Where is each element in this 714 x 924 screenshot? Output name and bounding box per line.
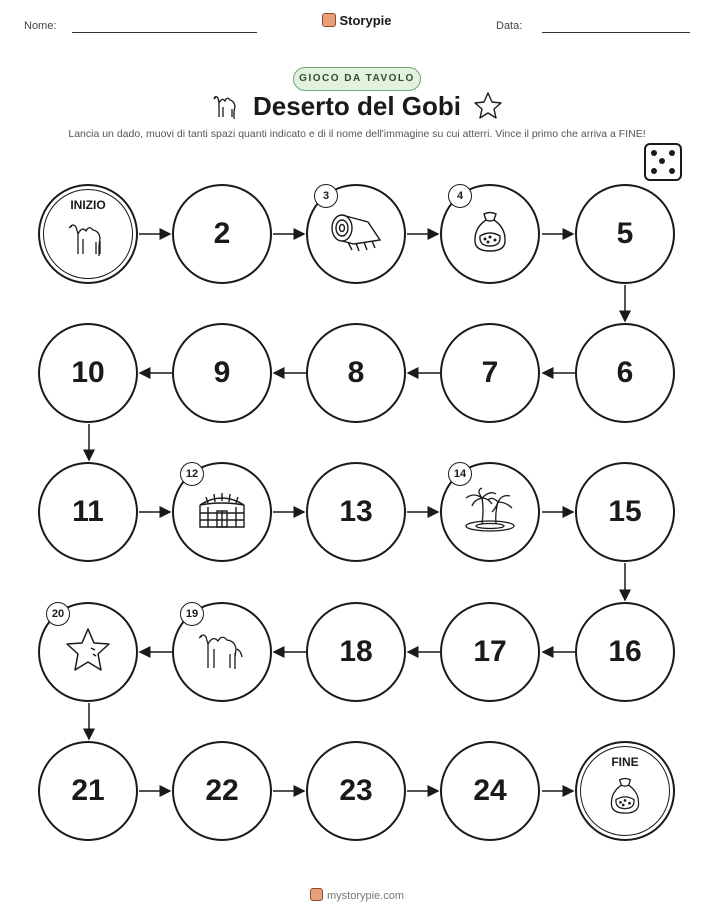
space-11: 11 xyxy=(38,462,138,562)
space-20 xyxy=(38,602,138,702)
space-badge: 14 xyxy=(448,462,472,486)
space-finish xyxy=(575,741,675,841)
yurt-icon xyxy=(194,489,250,536)
space-badge: 3 xyxy=(314,184,338,208)
finish-label: FINE xyxy=(611,755,639,769)
brand: Storypie xyxy=(0,13,714,28)
space-badge: 20 xyxy=(46,602,70,626)
space-10: 10 xyxy=(38,323,138,423)
date-label: Data: xyxy=(496,20,523,32)
grain-sack-icon xyxy=(607,776,643,821)
page-title: Deserto del Gobi xyxy=(252,91,462,121)
space-8: 8 xyxy=(306,323,406,423)
space-9: 9 xyxy=(172,323,272,423)
space-21: 21 xyxy=(38,741,138,841)
footer-url[interactable]: mystorypie.com xyxy=(326,890,405,902)
space-17: 17 xyxy=(440,602,540,702)
space-5: 5 xyxy=(575,184,675,284)
space-18: 18 xyxy=(306,602,406,702)
space-24: 24 xyxy=(440,741,540,841)
space-6: 6 xyxy=(575,323,675,423)
grain-sack-icon xyxy=(470,210,510,259)
space-3 xyxy=(306,184,406,284)
space-badge: 4 xyxy=(448,184,472,208)
space-22: 22 xyxy=(172,741,272,841)
storypie-logo-icon xyxy=(310,888,323,901)
start-label: INIZIO xyxy=(70,198,106,212)
name-label: Nome: xyxy=(24,20,57,32)
space-7: 7 xyxy=(440,323,540,423)
space-23: 23 xyxy=(306,741,406,841)
star-icon xyxy=(63,626,113,679)
space-14 xyxy=(440,462,540,562)
camel-icon xyxy=(66,217,110,266)
space-19 xyxy=(172,602,272,702)
footer xyxy=(0,888,714,902)
space-12 xyxy=(172,462,272,562)
carpet-roll-icon xyxy=(328,210,384,259)
category-badge: GIOCO DA TAVOLO xyxy=(293,67,421,91)
space-2: 2 xyxy=(172,184,272,284)
oasis-palm-icon xyxy=(462,486,518,539)
space-badge: 19 xyxy=(180,602,204,626)
space-start xyxy=(38,184,138,284)
space-badge: 12 xyxy=(180,462,204,486)
instructions: Lancia un dado, muovi di tanti spazi quanti indicato e di il nome dell'immagine su cui atterri. Vince il primo che arriva a FINE! xyxy=(68,128,646,140)
space-4 xyxy=(440,184,540,284)
camel-icon xyxy=(196,627,248,678)
space-13: 13 xyxy=(306,462,406,562)
space-15: 15 xyxy=(575,462,675,562)
space-16: 16 xyxy=(575,602,675,702)
